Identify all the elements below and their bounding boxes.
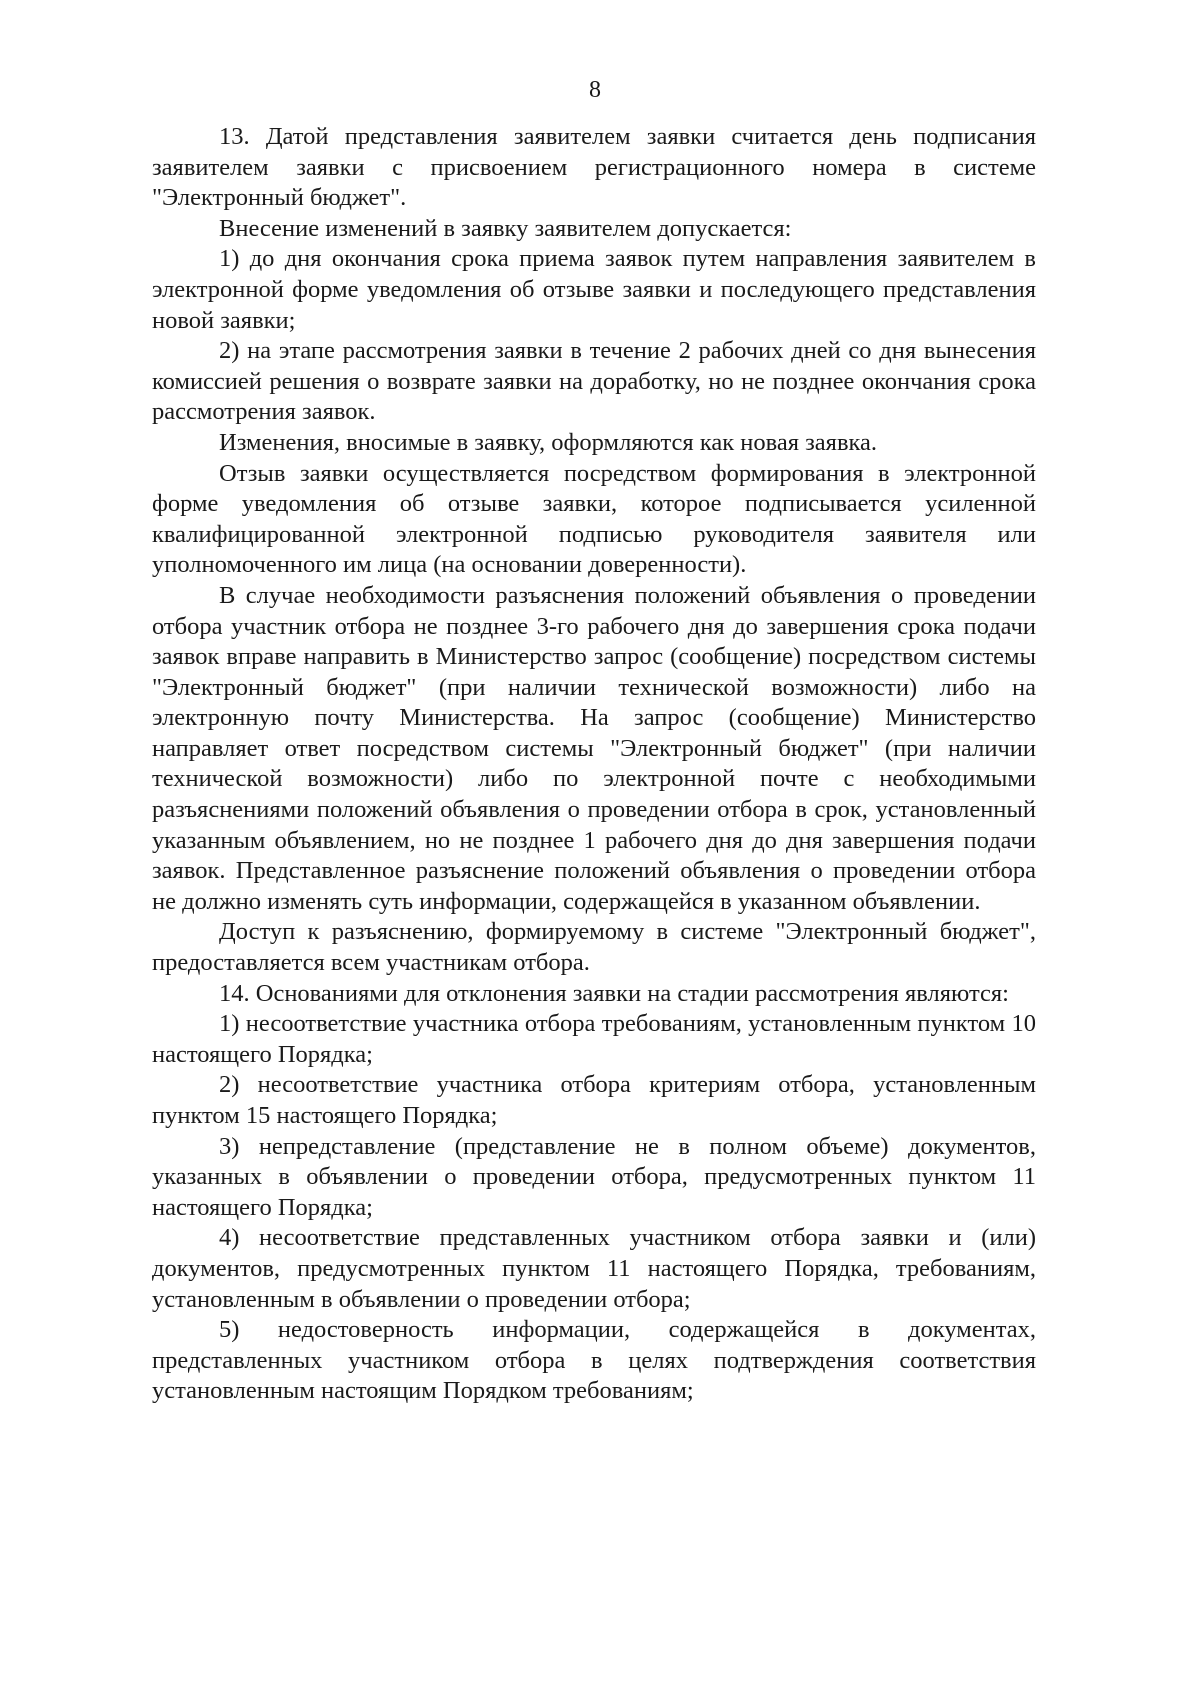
document-body	[152, 122, 1036, 1407]
paragraph-changes-item-2: 2) на этапе рассмотрения заявки в течение 2 рабочих дней со дня вынесения комиссией решения о возврате заявки на доработку, но не позднее окончания срока рассмотрения заявок.	[152, 337, 1036, 426]
paragraph-clarification-access: Доступ к разъяснению, формируемому в системе "Электронный бюджет", предоставляется всем участникам отбора.	[152, 918, 1036, 977]
page-number: 8	[589, 77, 601, 103]
paragraph-changes-allowed: Внесение изменений в заявку заявителем допускается:	[219, 214, 792, 242]
paragraph-withdrawal: Отзыв заявки осуществляется посредством формирования в электронной форме уведомления об отзыве заявки, которое подписывается усиленной квалифицированной электронной подписью руководителя заявителя или уполномоченного им лица (на основании доверенности).	[152, 459, 1036, 579]
paragraph-rejection-item-3: 3) непредставление (представление не в полном объеме) документов, указанных в объявлении о проведении отбора, предусмотренных пунктом 11 настоящего Порядка;	[152, 1132, 1036, 1221]
paragraph-14-rejection-grounds: 14. Основаниями для отклонения заявки на стадии рассмотрения являются:	[219, 979, 1009, 1007]
paragraph-changes-as-new: Изменения, вносимые в заявку, оформляются как новая заявка.	[219, 428, 878, 456]
paragraph-rejection-item-2: 2) несоответствие участника отбора критериям отбора, установленным пунктом 15 настоящего Порядка;	[152, 1071, 1036, 1129]
paragraph-13-submission-date: 13. Датой представления заявителем заявки считается день подписания заявителем заявки с присвоением регистрационного номера в системе "Электронный бюджет".	[152, 123, 1036, 212]
paragraph-rejection-item-1: 1) несоответствие участника отбора требованиям, установленным пунктом 10 настоящего Порядка;	[152, 1010, 1036, 1068]
paragraph-changes-item-1: 1) до дня окончания срока приема заявок путем направления заявителем в электронной форме уведомления об отзыве заявки и последующего представления новой заявки;	[152, 245, 1036, 334]
paragraph-rejection-item-4: 4) несоответствие представленных участником отбора заявки и (или) документов, предусмотренных пунктом 11 настоящего Порядка, требованиям, установленным в объявлении о проведении отбора;	[152, 1224, 1036, 1313]
paragraph-rejection-item-5: 5) недостоверность информации, содержащейся в документах, представленных участником отбора в целях подтверждения соответствия установленным настоящим Порядком требованиям;	[152, 1316, 1036, 1405]
paragraph-clarification-request: В случае необходимости разъяснения положений объявления о проведении отбора участник отбора не позднее 3-го рабочего дня до завершения срока подачи заявок вправе направить в Министерство запрос (сообщение) посредством системы "Электронный бюджет" (при наличии технической возможности) либо на электронную почту Министерства. На запрос (сообщение) Министерство направляет ответ посредством системы "Электронный бюджет" (при наличии технической возможности) либо по электронной почте с необходимыми разъяснениями положений объявления о проведении отбора в срок, установленный указанным объявлением, но не позднее 1 рабочего дня до дня завершения подачи заявок. Представленное разъяснение положений объявления о проведении отбора не должно изменять суть информации, содержащейся в указанном объявлении.	[152, 581, 1036, 915]
